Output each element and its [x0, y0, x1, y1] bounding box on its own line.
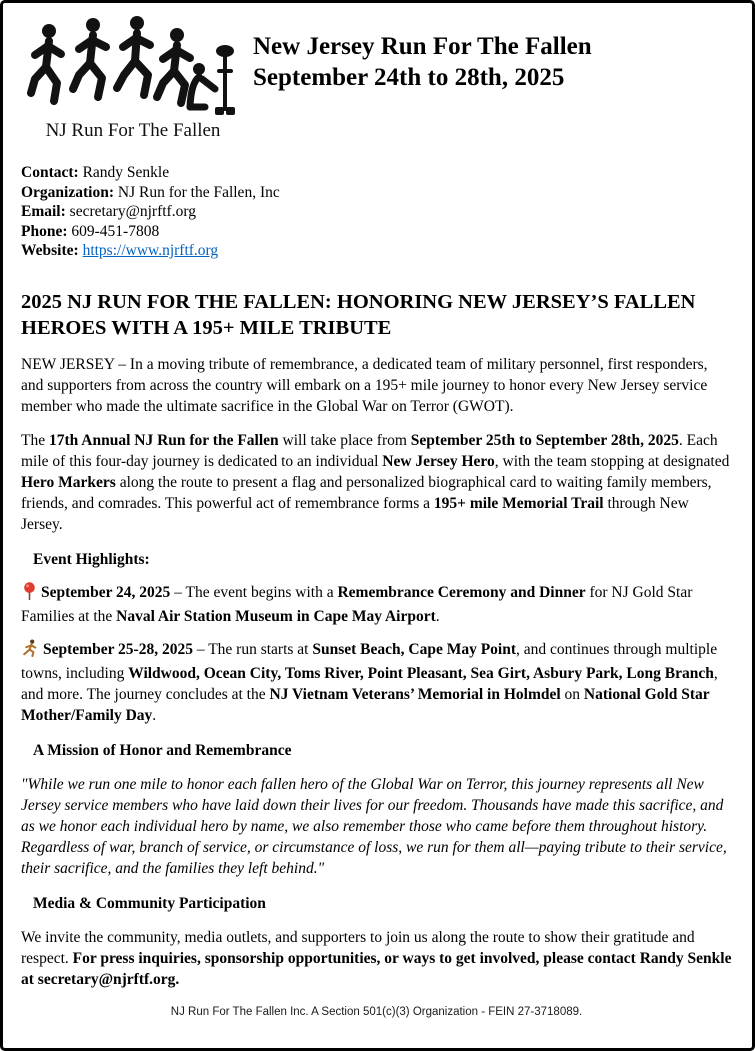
logo-caption: NJ Run For The Fallen — [45, 120, 221, 141]
intro-paragraph: NEW JERSEY – In a moving tribute of remembrance, a dedicated team of military personnel, first responders, and supporters from across the country will embark on a 195+ mile journey to honor every New Jersey service member who made the ultimate sacrifice in the Global War on Terror (GWOT). — [21, 355, 708, 415]
mission-quote: "While we run one mile to honor each fallen hero of the Global War on Terror, this journey represents all New Jersey service members who have laid down their lives for our freedom. Thousands have made this sacrifice, and as we honor each individual hero by name, we also remember those who came before them throughout history. Regardless of war, branch of service, or circumstance of loss, we run for them all—paying tribute to their service, their sacrifice, and the families they left behind." — [21, 775, 727, 877]
doc-title-line2: September 24th to 28th, 2025 — [253, 64, 565, 91]
event-highlights-heading: Event Highlights: — [33, 550, 150, 568]
contact-row-email — [21, 202, 732, 222]
highlight-text: September 25-28, 2025 – The run starts at Sunset Beach, Cape May Point, and continues through multiple towns, including Wildwood, Ocean City, Toms River, Point Pleasant, Sea Girt, Asbury Park, Long Branch, and more. The journey concludes at the NJ Vietnam Veterans’ Memorial in Holmdel on National Gold Star Mother/Family Day. — [21, 640, 718, 724]
doc-title-line1: New Jersey Run For The Fallen — [253, 33, 592, 60]
website-link[interactable]: https://www.njrftf.org — [82, 242, 219, 259]
event-details-paragraph: The 17th Annual NJ Run for the Fallen will take place from September 25th to September 28th, 2025. Each mile of this four-day journey is dedicated to an individual New Jersey Hero, with the team stopping at designated Hero Markers along the route to present a flag and personalized biographical card to waiting family members, friends, and comrades. This powerful act of remembrance forms a 195+ mile Memorial Trail through New Jersey. — [21, 431, 730, 533]
media-heading: Media & Community Participation — [33, 894, 266, 912]
highlight-item-sept25-28 — [21, 639, 732, 726]
headline: 2025 NJ RUN FOR THE FALLEN: HONORING NEW JERSEY’S FALLEN HEROES WITH A 195+ MILE TRIBUTE — [21, 290, 696, 339]
contact-row-contact — [21, 163, 732, 183]
contact-value: NJ Run for the Fallen, Inc — [114, 183, 280, 201]
contact-value: Randy Senkle — [78, 164, 170, 181]
contact-label: Organization: — [21, 183, 114, 201]
runners-and-battlefield-cross-icon — [27, 15, 239, 123]
contact-row-phone — [21, 222, 732, 242]
runner-icon — [23, 639, 38, 663]
contact-block — [21, 163, 732, 261]
contact-value: 609-451-7808 — [67, 222, 160, 240]
contact-label: Website: — [21, 242, 79, 259]
contact-label: Email: — [21, 203, 66, 220]
njrftf-logo — [27, 15, 239, 141]
document-title — [253, 31, 592, 93]
mission-heading: A Mission of Honor and Remembrance — [33, 741, 292, 759]
highlight-item-sept24 — [21, 582, 732, 627]
highlight-text: September 24, 2025 – The event begins with a Remembrance Ceremony and Dinner for NJ Gold Star Families at the Naval Air Station Museum in Cape May Airport. — [21, 583, 693, 625]
footer-note: NJ Run For The Fallen Inc. A Section 501(c)(3) Organization - FEIN 27-3718089. — [170, 1005, 583, 1018]
contact-label: Phone: — [21, 222, 68, 240]
contact-value: secretary@njrftf.org — [65, 203, 196, 220]
contact-label: Contact: — [21, 164, 79, 181]
header — [21, 15, 732, 141]
media-paragraph: We invite the community, media outlets, and supporters to join us along the route to show their gratitude and respect. For press inquiries, sponsorship opportunities, or ways to get involved, please contact Randy Senkle at secretary@njrftf.org. — [21, 928, 732, 988]
pin-icon — [23, 582, 36, 606]
contact-row-organization — [21, 183, 732, 203]
contact-row-website — [21, 241, 732, 261]
